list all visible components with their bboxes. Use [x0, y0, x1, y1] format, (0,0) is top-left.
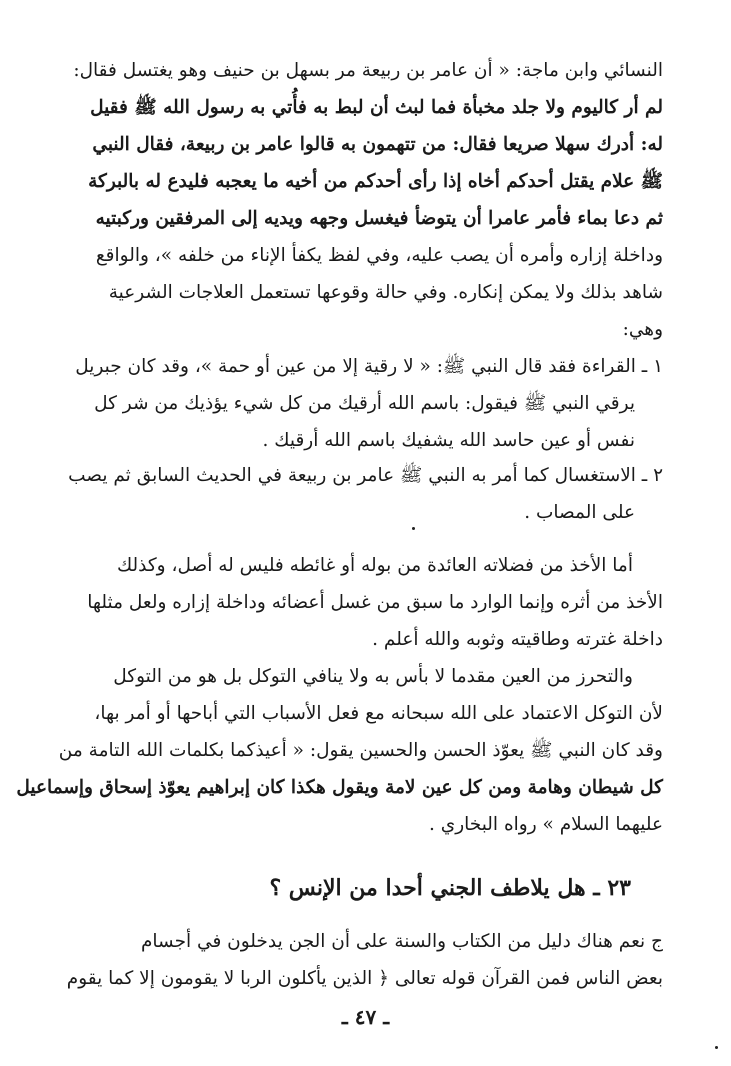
text-line: له: أدرك سهلا صريعا فقال: من تتهمون به قالوا عامر بن ربيعة، فقال النبي [92, 134, 663, 155]
text-line: وداخلة إزاره وأمره أن يصب عليه، وفي لفظ يكفأ الإناء من خلفه »، والواقع [95, 245, 663, 266]
text-line: نفس أو عين حاسد الله يشفيك باسم الله أرقيك . [262, 430, 635, 451]
section-heading: ٢٣ ـ هل يلاطف الجني أحدا من الإنس ؟ [269, 875, 631, 901]
text-line: وهي: [622, 319, 663, 340]
text-line: ثم دعا بماء فأمر عامرا أن يتوضأ فيغسل وجهه ويديه إلى المرفقين وركبتيه [95, 208, 663, 229]
text-line: على المصاب . [524, 502, 635, 523]
paragraph-protection [16, 658, 663, 843]
text-line: وقد كان النبي ﷺ يعوّذ الحسن والحسين يقول: « أعيذكما بكلمات الله التامة من [58, 740, 663, 761]
scan-speck [412, 527, 415, 530]
scan-speck [715, 1046, 718, 1049]
text-line: شاهد بذلك ولا يمكن إنكاره. وفي حالة وقوعها تستعمل العلاجات الشرعية [108, 282, 663, 303]
text-line: ج نعم هناك دليل من الكتاب والسنة على أن الجن يدخلون في أجسام [140, 931, 663, 952]
text-line: ٢ ـ الاستغسال كما أمر به النبي ﷺ عامر بن ربيعة في الحديث السابق ثم يصب [68, 465, 663, 486]
text-line: يرقي النبي ﷺ فيقول: باسم الله أرقيك من كل شيء يؤذيك من شر كل [94, 393, 635, 414]
paragraph-leftovers [87, 547, 663, 658]
paragraph-answer [66, 923, 663, 997]
paragraph-hadith-amir [73, 52, 663, 348]
page-number: ـ ٤٧ ـ [341, 1005, 390, 1029]
text-line: داخلة غترته وطاقيته وثوبه والله أعلم . [372, 629, 663, 650]
list-item-recitation [75, 348, 663, 459]
text-line: والتحرز من العين مقدما لا بأس به ولا ينافي التوكل بل هو من التوكل [113, 666, 633, 687]
text-line: أما الأخذ من فضلاته العائدة من بوله أو غائطه فليس له أصل، وكذلك [116, 555, 633, 576]
text-line: عليهما السلام » رواه البخاري . [428, 814, 663, 835]
text-line: لم أر كاليوم ولا جلد مخبأة فما لبث أن لبط به فأُتي به رسول الله ﷺ فقيل [90, 97, 663, 118]
text-line: ﷺ علام يقتل أحدكم أخاه إذا رأى أحدكم من أخيه ما يعجبه فليدع له بالبركة [88, 171, 663, 192]
text-line: ١ ـ القراءة فقد قال النبي ﷺ: « لا رقية إلا من عين أو حمة »، وقد كان جبريل [75, 356, 663, 377]
text-line: لأن التوكل الاعتماد على الله سبحانه مع فعل الأسباب التي أباحها أو أمر بها، [94, 703, 663, 724]
text-line: بعض الناس فمن القرآن قوله تعالى ﴿ الذين يأكلون الربا لا يقومون إلا كما يقوم [66, 968, 663, 989]
text-line: النسائي وابن ماجة: « أن عامر بن ربيعة مر بسهل بن حنيف وهو يغتسل فقال: [73, 60, 663, 81]
text-line: الأخذ من أثره وإنما الوارد ما سبق من غسل أعضائه وداخلة إزاره ولعل مثلها [87, 592, 663, 613]
text-line: كل شيطان وهامة ومن كل عين لامة ويقول هكذا كان إبراهيم يعوّذ إسحاق وإسماعيل [16, 777, 663, 798]
list-item-washing [68, 457, 663, 531]
